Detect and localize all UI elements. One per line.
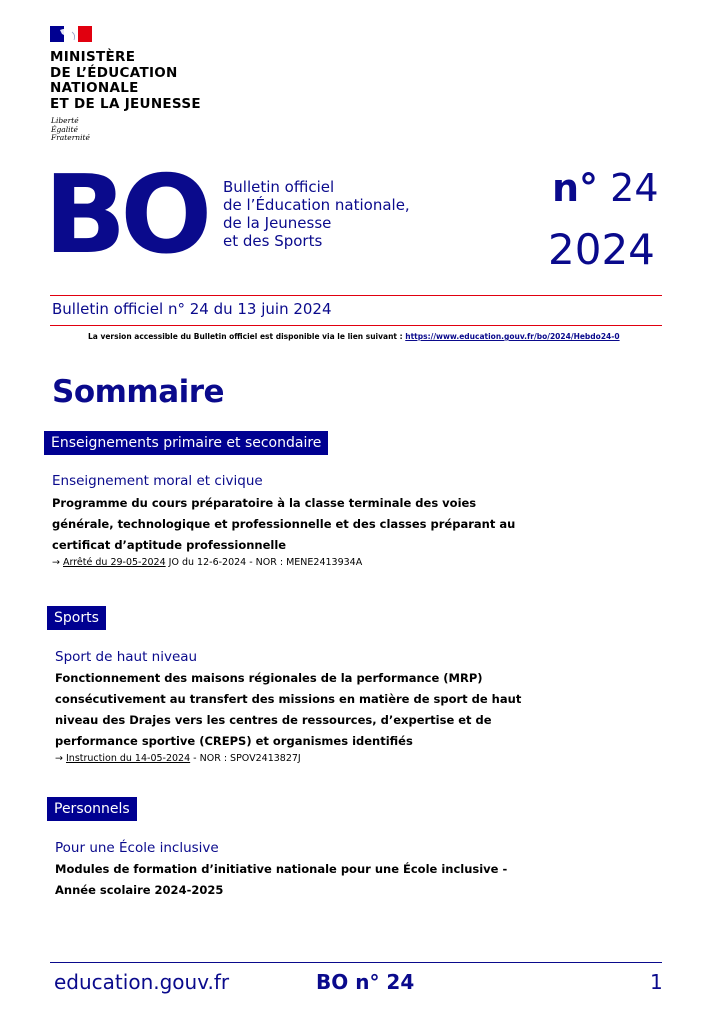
access-text: La version accessible du Bulletin officiel est disponible via le lien suivant :: [88, 332, 406, 341]
ref-emc: [52, 557, 362, 568]
ref-sport: [55, 753, 301, 764]
ref-link-arrete[interactable]: Arrêté du 29-05-2024: [63, 557, 166, 568]
accessible-version-link[interactable]: https://www.education.gouv.fr/bo/2024/Hebdo24-0: [405, 332, 620, 341]
bo-logo: BO: [44, 153, 207, 278]
page-number: 1: [650, 970, 663, 994]
bo-title-line: de l’Éducation nationale,: [223, 196, 410, 214]
motto-line: Liberté: [51, 116, 79, 125]
divider-bottom: [50, 325, 662, 326]
ref-link-instruction[interactable]: Instruction du 14-05-2024: [66, 753, 191, 764]
subhead-emc[interactable]: Enseignement moral et civique: [52, 473, 263, 489]
footer-site[interactable]: education.gouv.fr: [54, 970, 230, 994]
section-tag-sports: Sports: [47, 606, 106, 630]
motto-line: Égalité: [51, 124, 78, 134]
accessible-version-note: [88, 332, 620, 341]
ministry-line: MINISTÈRE: [50, 49, 136, 65]
bo-title-line: de la Jeunesse: [223, 214, 332, 232]
desc-sport: Fonctionnement des maisons régionales de la performance (MRP) consécutivement au transfert des missions en matière de sport de haut niveau des Drajes vers les centres de ressources, d’expertise et de performance sportive (CREPS) et organismes identifiés: [55, 671, 522, 748]
footer-divider: [50, 962, 662, 963]
issue-number: [552, 168, 659, 208]
desc-emc: Programme du cours préparatoire à la classe terminale des voies générale, technologique et professionnelle et des classes préparant au certificat d’aptitude professionnelle: [52, 496, 516, 552]
marianne-flag-logo: [50, 26, 92, 42]
ministry-line: DE L’ÉDUCATION: [50, 64, 178, 81]
issue-value: 24: [610, 166, 659, 210]
ministry-line: NATIONALE: [50, 80, 139, 96]
page-title: Sommaire: [52, 374, 225, 410]
ministry-line: ET DE LA JEUNESSE: [50, 95, 201, 112]
footer-issue: BO n° 24: [316, 970, 415, 994]
arrow-right-icon: →: [55, 753, 63, 764]
issue-prefix: n°: [552, 166, 599, 210]
bulletin-date-line: Bulletin officiel n° 24 du 13 juin 2024: [52, 300, 332, 318]
bo-title: [223, 178, 410, 250]
ref-rest: JO du 12-6-2024 - NOR : MENE2413934A: [165, 557, 363, 568]
issue-year: 2024: [548, 225, 655, 274]
ministry-name: [50, 50, 201, 112]
arrow-right-icon: →: [52, 557, 60, 568]
bo-title-line: Bulletin officiel: [223, 178, 335, 196]
subhead-sport-haut-niveau[interactable]: Sport de haut niveau: [55, 649, 198, 665]
divider-top: [50, 295, 662, 296]
motto-line: Fraternité: [51, 133, 90, 142]
ref-rest: - NOR : SPOV2413827J: [190, 753, 301, 764]
subhead-ecole-inclusive[interactable]: Pour une École inclusive: [55, 840, 219, 856]
section-tag-personnels: Personnels: [47, 797, 137, 821]
section-tag-enseignements: Enseignements primaire et secondaire: [44, 431, 328, 455]
bo-title-line: et des Sports: [223, 232, 323, 250]
desc-ecole-inclusive: Modules de formation d’initiative nationale pour une École inclusive - Année scolaire 2024-2025: [55, 862, 508, 897]
republic-motto: [51, 117, 90, 143]
